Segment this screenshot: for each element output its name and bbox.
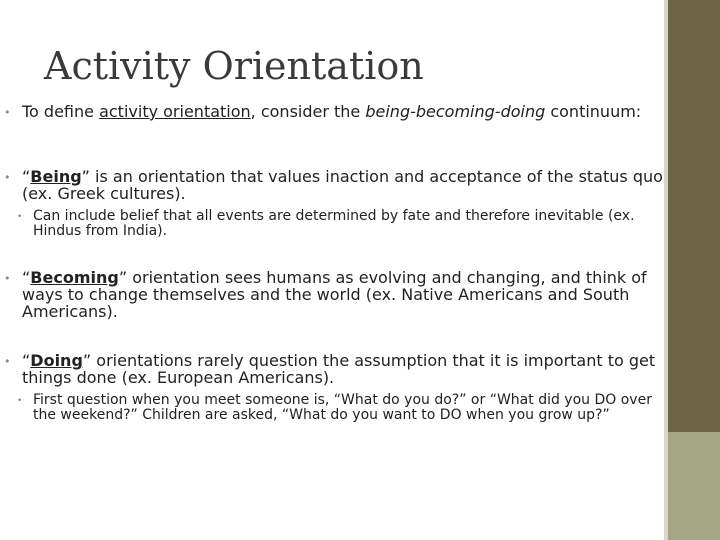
bullet-dot-icon: •: [4, 272, 11, 285]
text-segment: orientation sees humans as evolving and changing, and think of ways to change themselves and the world (ex. Native Americans and South Americans).: [22, 268, 647, 321]
open-quote: “: [22, 167, 31, 186]
text-segment: is an orientation that values inaction and acceptance of the status quo (ex. Greek cultures).: [22, 167, 663, 203]
bullet-dot-icon: •: [17, 212, 23, 222]
text-segment: continuum:: [545, 102, 642, 121]
being-term: Being: [30, 167, 82, 186]
close-quote: ”: [82, 351, 92, 370]
bullet-being: [4, 167, 672, 203]
bullet-dot-icon: •: [4, 355, 11, 368]
open-quote: “: [22, 268, 31, 287]
bullet-doing: [4, 351, 672, 387]
sub-bullet-text: Can include belief that all events are determined by fate and therefore inevitable (ex. Hindus from India).: [33, 208, 635, 239]
sidebar-bar: [668, 0, 720, 432]
bullet-definition: [4, 102, 672, 121]
activity-orientation-link: activity orientation: [99, 102, 251, 121]
sub-bullet-text: First question when you meet someone is, “What do you do?” or “What did you DO over the weekend?” Children are asked, “What do you want to DO when you grow up?”: [33, 392, 652, 423]
continuum-term: being-becoming-doing: [365, 102, 546, 121]
sub-bullet-being: [17, 208, 673, 239]
text-segment: orientations rarely question the assumption that it is important to get things done (ex. European Americans).: [22, 351, 656, 387]
bullet-dot-icon: •: [4, 106, 11, 119]
text-segment: To define: [22, 102, 100, 121]
close-quote: ”: [118, 268, 128, 287]
bullet-dot-icon: •: [17, 396, 23, 406]
sidebar-bar-bottom: [668, 432, 720, 540]
doing-term: Doing: [30, 351, 83, 370]
close-quote: ”: [81, 167, 90, 186]
text-segment: , consider the: [250, 102, 366, 121]
sub-bullet-doing: [17, 392, 673, 423]
bullet-becoming: [4, 268, 672, 321]
bullet-dot-icon: •: [4, 171, 11, 184]
open-quote: “: [22, 351, 31, 370]
slide-title: Activity Orientation: [44, 44, 424, 88]
becoming-term: Becoming: [30, 268, 119, 287]
